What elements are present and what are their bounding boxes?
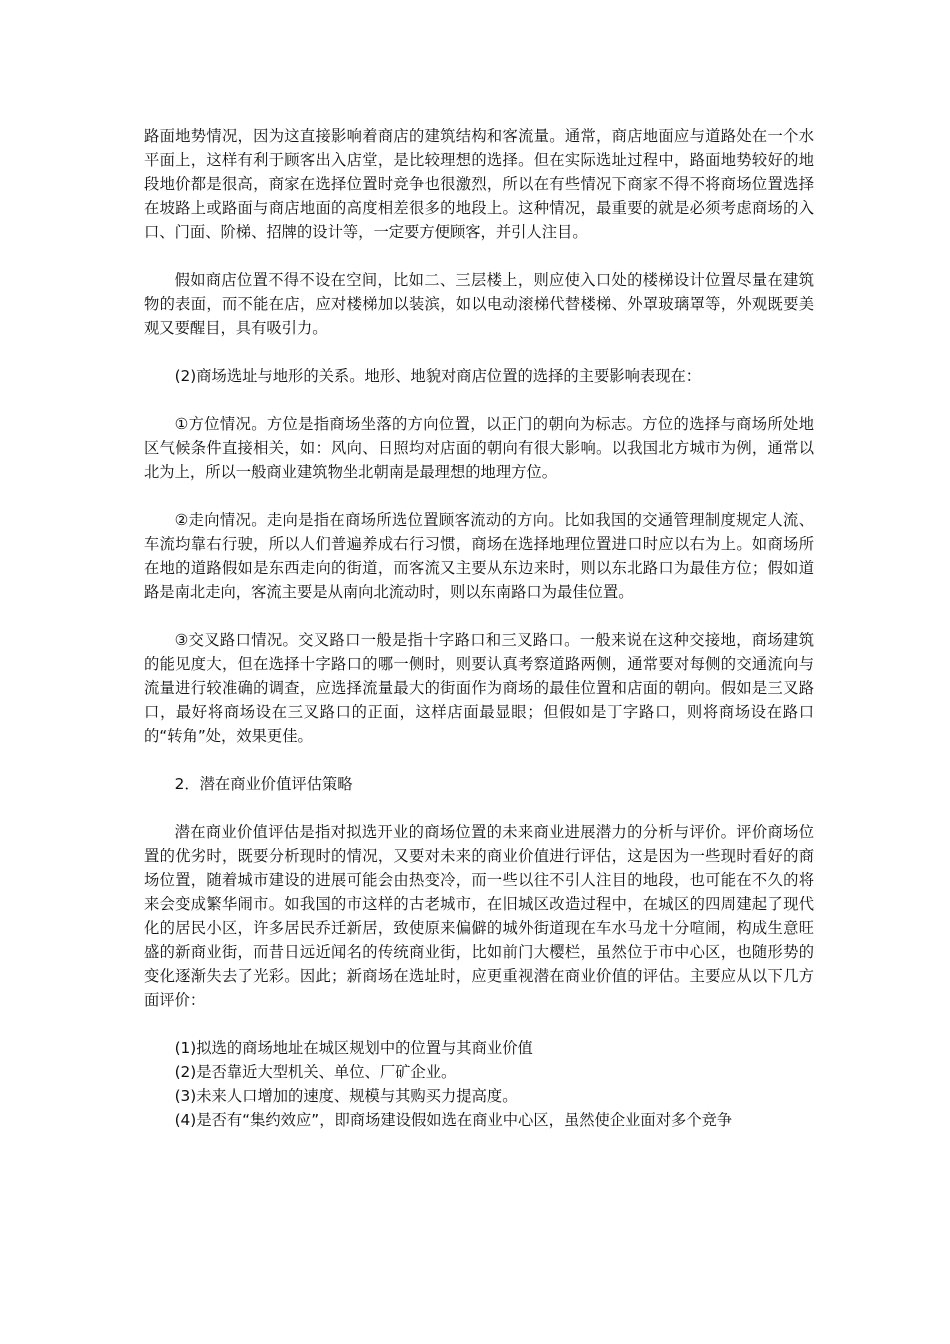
- paragraph-direction: ②走向情况。走向是指在商场所选位置顾客流动的方向。比如我国的交通管理制度规定人流、车流均靠右行驶，所以人们普遍养成右行习惯，商场在选择地理位置进口时应以右为上。如商场所在地的道路假如是东西走向的街道，而客流又主要从东边来时，则以东北路口为最佳方位；假如道路是南北走向，客流主要是从南向北流动时，则以东南路口为最佳位置。: [144, 511, 814, 601]
- paragraph-upper-floor: 假如商店位置不得不设在空间，比如二、三层楼上，则应使入口处的楼梯设计位置尽量在建筑物的表面，而不能在店，应对楼梯加以装滨，如以电动滚梯代替楼梯、外罩玻璃罩等，外观既要美观又要醒目，具有吸引力。: [144, 271, 814, 337]
- list-item: (4)是否有“集约效应”，即商场建设假如选在商业中心区，虽然使企业面对多个竞争: [174, 1111, 733, 1129]
- paragraph-potential-value: 潜在商业价值评估是指对拟选开业的商场位置的未来商业进展潜力的分析与评价。评价商场位置的优劣时，既要分析现时的情况，又要对未来的商业价值进行评估，这是因为一些现时看好的商场位置，随着城市建设的进展可能会由热变冷，而一些以往不引人注目的地段，也可能在不久的将来会变成繁华闹市。如我国的市这样的古老城市，在旧城区改造过程中，在城区的四周建起了现代化的居民小区，许多居民乔迁新居，致使原来偏僻的城外街道现在车水马龙十分喧闹，构成生意旺盛的新商业街，而昔日远近闻名的传统商业街，比如前门大樱栏，虽然位于市中心区，也随形势的变化逐渐失去了光彩。因此；新商场在选址时，应更重视潜在商业价值的评估。主要应从以下几方面评价：: [144, 823, 814, 1009]
- list-item: (3)未来人口增加的速度、规模与其购买力提高度。: [174, 1087, 518, 1105]
- list-item: (1)拟选的商场地址在城区规划中的位置与其商业价值: [174, 1039, 533, 1057]
- list-item: (2)是否靠近大型机关、单位、厂矿企业。: [174, 1063, 457, 1081]
- document-page: [144, 124, 814, 1132]
- paragraph-orientation: ①方位情况。方位是指商场坐落的方向位置，以正门的朝向为标志。方位的选择与商场所处地区气候条件直接相关，如：风向、日照均对店面的朝向有很大影响。以我国北方城市为例，通常以北为上，所以一般商业建筑物坐北朝南是最理想的地理方位。: [144, 415, 814, 481]
- paragraph-terrain-relation: (2)商场选址与地形的关系。地形、地貌对商店位置的选择的主要影响表现在：: [174, 367, 702, 385]
- criteria-list: [144, 1036, 814, 1132]
- paragraph-intersection: ③交叉路口情况。交叉路口一般是指十字路口和三叉路口。一般来说在这种交接地，商场建筑的能见度大，但在选择十字路口的哪一侧时，则要认真考察道路两侧，通常要对每侧的交通流向与流量进行较准确的调查，应选择流量最大的街面作为商场的最佳位置和店面的朝向。假如是三叉路口，最好将商场设在三叉路口的正面，这样店面最显眼；但假如是丁字路口，则将商场设在路口的“转角”处，效果更佳。: [144, 631, 814, 745]
- section-heading: 2．潜在商业价值评估策略: [174, 775, 353, 793]
- paragraph-road-terrain: 路面地势情况，因为这直接影响着商店的建筑结构和客流量。通常，商店地面应与道路处在一个水平面上，这样有利于顾客出入店堂，是比较理想的选择。但在实际选址过程中，路面地势较好的地段地价都是很高，商家在选择位置时竞争也很激烈，所以在有些情况下商家不得不将商场位置选择在坡路上或路面与商店地面的高度相差很多的地段上。这种情况，最重要的就是必须考虑商场的入口、门面、阶梯、招牌的设计等，一定要方便顾客，并引人注目。: [144, 127, 814, 241]
